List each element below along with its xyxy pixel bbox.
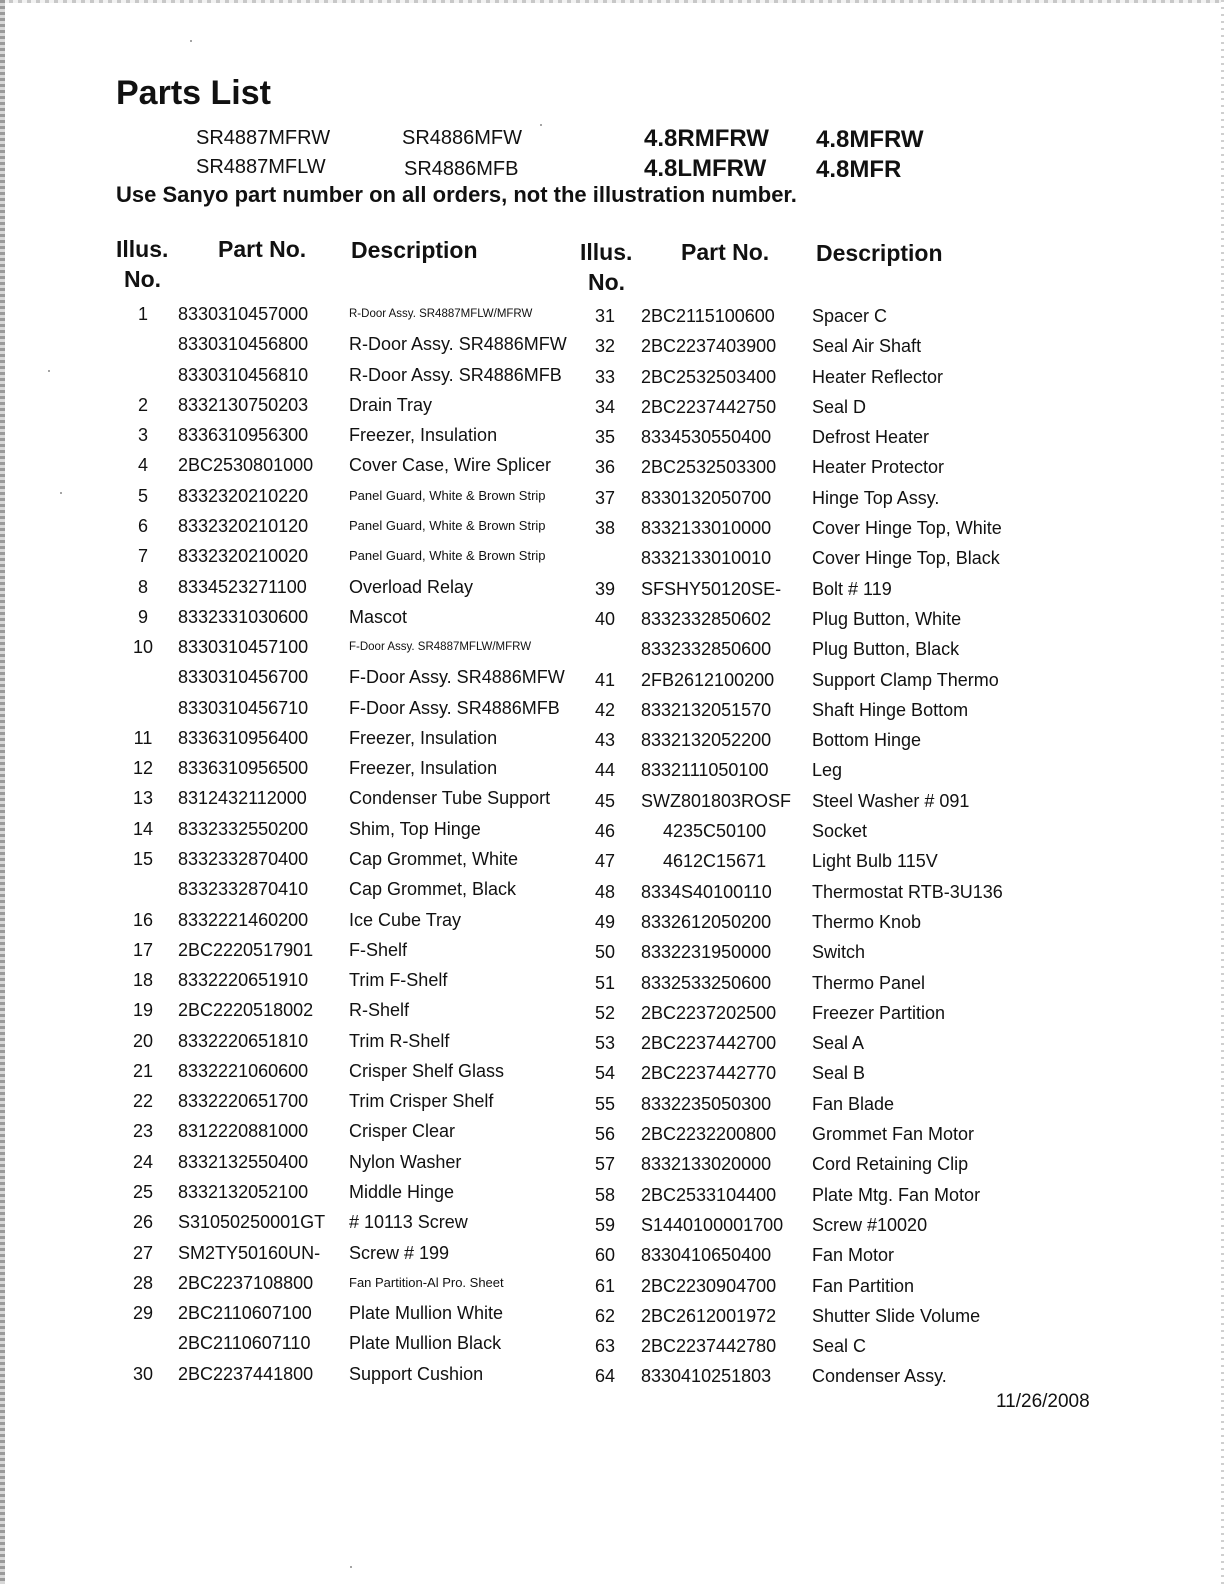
part-description: Seal Air Shaft: [812, 336, 922, 357]
part-number: 8332220651700: [178, 1091, 309, 1112]
part-number: 2BC2237442700: [641, 1033, 777, 1054]
part-number: 2BC2110607110: [178, 1333, 311, 1354]
part-number: 8330410251803: [641, 1366, 772, 1387]
illus-number: 7: [137, 546, 148, 567]
part-number: SM2TY50160UN-: [178, 1242, 321, 1263]
part-number: 2BC2532503300: [641, 457, 777, 478]
part-number: 8330310456710: [178, 697, 309, 718]
illus-number: 40: [594, 608, 616, 629]
illus-number: 31: [594, 306, 616, 326]
part-number: 8332320210220: [178, 485, 309, 506]
part-description: Thermo Panel: [812, 972, 926, 993]
illus-number: 27: [132, 1242, 154, 1263]
part-description: Screw # 199: [349, 1242, 450, 1263]
scan-edge-left: [0, 0, 5, 1584]
part-description: Nylon Washer: [349, 1151, 462, 1172]
part-description: Freezer Partition: [812, 1002, 946, 1023]
part-number: 8332132052100: [178, 1182, 309, 1203]
part-number: 4612C15671: [663, 851, 767, 872]
part-number: S31050250001GT: [178, 1212, 326, 1233]
illus-number: 28: [132, 1272, 154, 1293]
part-number: 2BC2237442780: [641, 1336, 777, 1357]
part-description: Shaft Hinge Bottom: [812, 699, 969, 720]
part-description: Cap Grommet, White: [349, 848, 519, 869]
illus-number: 8: [137, 576, 148, 597]
part-number: 2BC2533104400: [641, 1184, 777, 1205]
part-description: F-Door Assy. SR4887MFLW/MFRW: [349, 641, 532, 654]
illus-number: 2: [137, 394, 148, 415]
part-description: Support Clamp Thermo: [812, 669, 999, 690]
part-description: Socket: [812, 821, 868, 842]
part-description: Cover Hinge Top, White: [812, 518, 1002, 539]
scan-edge-top: [0, 0, 1224, 3]
part-description: Heater Protector: [812, 457, 945, 478]
part-description: Condenser Tube Support: [349, 788, 551, 809]
part-number: 8330410650400: [641, 1245, 772, 1266]
part-description: # 10113 Screw: [349, 1212, 468, 1233]
part-description: R-Door Assy. SR4886MFW: [349, 334, 567, 355]
part-description: Freezer, Insulation: [349, 758, 498, 779]
illus-number: 49: [594, 911, 616, 932]
part-number: 2BC2232200800: [641, 1124, 777, 1145]
part-number: 8332132052200: [641, 730, 772, 751]
illus-number: 59: [594, 1214, 616, 1235]
part-number: 8312432112000: [178, 788, 307, 809]
illus-number: 13: [132, 788, 154, 809]
part-description: Fan Partition-Al Pro. Sheet: [349, 1274, 504, 1290]
part-number: 8312220881000: [178, 1121, 309, 1142]
illus-number: 61: [594, 1275, 616, 1296]
part-description: Fan Partition: [812, 1275, 915, 1296]
illus-number: 15: [132, 848, 154, 869]
illus-number: 11: [133, 727, 153, 748]
part-number: 2BC2115100600: [641, 306, 775, 326]
part-description: Plate Mullion White: [349, 1303, 504, 1324]
illus-number: 55: [594, 1093, 616, 1114]
part-description: Trim F-Shelf: [349, 970, 448, 991]
illus-number: 36: [594, 457, 616, 478]
illus-number: 43: [594, 730, 616, 751]
part-number: 2BC2237442750: [641, 396, 777, 417]
illus-number: 21: [132, 1060, 154, 1081]
part-number: 8332320210020: [178, 546, 309, 567]
part-number: 2BC2530801000: [178, 455, 314, 476]
illus-number: 24: [132, 1151, 154, 1172]
part-description: Plate Mtg. Fan Motor: [812, 1184, 981, 1205]
part-number: 2BC2110607100: [178, 1303, 312, 1324]
part-number: 2BC2230904700: [641, 1275, 777, 1296]
part-number: 8332235050300: [641, 1093, 772, 1114]
illus-number: 41: [594, 669, 616, 690]
illus-number: 60: [594, 1245, 616, 1266]
part-description: Leg: [812, 760, 843, 781]
part-number: SWZ801803ROSF: [641, 790, 792, 811]
part-number: 8330310456810: [178, 364, 309, 385]
illus-number: 54: [594, 1063, 616, 1084]
part-description: R-Shelf: [349, 1000, 410, 1021]
illus-number: 39: [594, 578, 616, 599]
part-description: Seal C: [812, 1336, 867, 1357]
part-number: 8332612050200: [641, 911, 772, 932]
illus-number: 53: [594, 1033, 616, 1054]
scan-speck: [190, 40, 192, 42]
part-description: Switch: [812, 942, 866, 963]
illus-number: 9: [137, 606, 148, 627]
model-number: SR4887MFRW: [196, 127, 331, 149]
illus-number: 17: [132, 939, 154, 960]
part-description: Condenser Assy.: [812, 1366, 947, 1387]
part-number: 8332221060600: [178, 1060, 309, 1081]
part-description: Thermostat RTB-3U136: [812, 881, 1003, 902]
part-number: 2BC2237442770: [641, 1063, 777, 1084]
illus-number: 12: [132, 758, 154, 779]
part-description: Cap Grommet, Black: [349, 879, 517, 900]
model-number: SR4886MFB: [404, 158, 519, 180]
illus-number: 30: [132, 1363, 154, 1384]
part-description: Grommet Fan Motor: [812, 1124, 975, 1145]
illus-number: 33: [594, 366, 616, 387]
header-no: No.: [124, 266, 162, 292]
part-description: Plug Button, Black: [812, 639, 960, 660]
part-description: Defrost Heater: [812, 427, 930, 448]
model-number: 4.8LMFRW: [644, 155, 767, 182]
part-number: 2BC2220517901: [178, 939, 314, 960]
illus-number: 63: [594, 1336, 616, 1357]
scan-speck: [540, 124, 542, 126]
part-description: Mascot: [349, 606, 408, 627]
illus-number: 10: [132, 637, 154, 658]
order-notice: Use Sanyo part number on all orders, not the illustration number.: [116, 182, 797, 207]
header-no: No.: [588, 269, 626, 295]
part-number: 8330310457100: [178, 637, 309, 658]
part-number: 2BC2237403900: [641, 336, 777, 357]
part-number: 8332133020000: [641, 1154, 772, 1175]
illus-number: 56: [594, 1124, 616, 1145]
part-number: 2BC2220518002: [178, 1000, 314, 1021]
part-description: F-Door Assy. SR4886MFW: [349, 667, 565, 688]
part-description: Seal B: [812, 1063, 866, 1084]
illus-number: 1: [137, 304, 148, 324]
part-description: Fan Motor: [812, 1245, 895, 1266]
model-number: 4.8RMFRW: [644, 125, 769, 152]
illus-number: 4: [137, 455, 148, 476]
part-number: 2BC2237202500: [641, 1002, 777, 1023]
part-number: S1440100001700: [641, 1214, 784, 1235]
part-number: 8330132050700: [641, 487, 772, 508]
part-number: 8332220651810: [178, 1030, 309, 1051]
illus-number: 16: [132, 909, 154, 930]
page-title: Parts List: [116, 74, 271, 112]
part-number: 8332331030600: [178, 606, 309, 627]
illus-number: 37: [594, 487, 616, 508]
illus-number: 23: [132, 1121, 154, 1142]
illus-number: 29: [132, 1303, 154, 1324]
illus-number: 48: [594, 881, 616, 902]
part-description: F-Shelf: [349, 939, 408, 960]
part-number: 8334S40100110: [641, 881, 772, 902]
part-description: Ice Cube Tray: [349, 909, 462, 930]
part-description: Fan Blade: [812, 1093, 895, 1114]
illus-number: 34: [594, 396, 616, 417]
part-number: 2BC2532503400: [641, 366, 777, 387]
part-description: R-Door Assy. SR4886MFB: [349, 364, 562, 385]
part-number: 8330310456800: [178, 334, 309, 355]
document-date: 11/26/2008: [996, 1391, 1090, 1412]
illus-number: 42: [594, 699, 616, 720]
part-description: Support Cushion: [349, 1363, 484, 1384]
model-number: SR4886MFW: [402, 127, 523, 149]
part-description: Cord Retaining Clip: [812, 1154, 969, 1175]
illus-number: 6: [137, 515, 148, 536]
illus-number: 5: [137, 485, 148, 506]
illus-number: 45: [594, 790, 616, 811]
illus-number: 51: [594, 972, 616, 993]
part-description: Thermo Knob: [812, 911, 922, 932]
part-number: 8334523271100: [178, 576, 307, 597]
part-description: Hinge Top Assy.: [812, 487, 940, 508]
model-number: SR4887MFLW: [196, 156, 326, 178]
part-number: 2BC2612001972: [641, 1305, 777, 1326]
part-number: 8332332850600: [641, 639, 772, 660]
header-illus: Illus.: [116, 236, 169, 262]
part-description: Spacer C: [812, 306, 888, 326]
illus-number: 26: [132, 1212, 154, 1233]
part-description: Middle Hinge: [349, 1182, 455, 1203]
part-description: Drain Tray: [349, 394, 433, 415]
part-description: Freezer, Insulation: [349, 425, 498, 446]
part-description: R-Door Assy. SR4887MFLW/MFRW: [349, 308, 533, 320]
part-number: 2BC2237441800: [178, 1363, 314, 1384]
part-number: 8332132051570: [641, 699, 772, 720]
illus-number: 58: [594, 1184, 616, 1205]
part-number: 8332133010000: [641, 518, 772, 539]
illus-number: 3: [137, 425, 148, 446]
illus-number: 64: [594, 1366, 616, 1387]
part-description: Freezer, Insulation: [349, 727, 498, 748]
part-description: Plate Mullion Black: [349, 1333, 502, 1354]
part-description: Screw #10020: [812, 1214, 928, 1235]
part-number: 8332132550400: [178, 1151, 309, 1172]
illus-number: 44: [594, 760, 616, 781]
illus-number: 50: [594, 942, 616, 963]
illus-number: 22: [132, 1091, 154, 1112]
part-description: F-Door Assy. SR4886MFB: [349, 697, 560, 718]
part-description: Panel Guard, White & Brown Strip: [349, 548, 546, 564]
part-description: Light Bulb 115V: [812, 851, 938, 872]
part-number: 8334530550400: [641, 427, 772, 448]
part-number: 8330310457000: [178, 304, 309, 324]
part-number: 2FB2612100200: [641, 669, 775, 690]
part-number: 8332220651910: [178, 970, 309, 991]
part-description: Shim, Top Hinge: [349, 818, 481, 839]
part-description: Plug Button, White: [812, 608, 962, 629]
part-number: 8336310956300: [178, 425, 309, 446]
part-number: 8332133010010: [641, 548, 772, 569]
header-part-no: Part No.: [681, 239, 770, 265]
scan-speck: [350, 1566, 352, 1568]
part-number: 8332111050100: [641, 760, 769, 781]
illus-number: 47: [594, 851, 616, 872]
illus-number: 20: [132, 1030, 154, 1051]
part-description: Seal D: [812, 396, 867, 417]
illus-number: 19: [132, 1000, 154, 1021]
illus-number: 35: [594, 427, 616, 448]
illus-number: 25: [132, 1182, 154, 1203]
part-number: 4235C50100: [663, 821, 767, 842]
header-description: Description: [351, 237, 478, 263]
part-number: 8336310956400: [178, 727, 309, 748]
scan-speck: [60, 492, 62, 494]
part-description: Cover Case, Wire Splicer: [349, 455, 552, 476]
part-number: 8332320210120: [178, 515, 309, 536]
part-number: 8330310456700: [178, 667, 309, 688]
illus-number: 14: [132, 818, 154, 839]
illus-number: 46: [594, 821, 616, 842]
illus-number: 52: [594, 1002, 616, 1023]
part-number: 8332332870400: [178, 848, 309, 869]
part-number: 8332130750203: [178, 394, 309, 415]
illus-number: 57: [594, 1154, 616, 1175]
illus-number: 38: [594, 518, 616, 539]
part-number: 8332533250600: [641, 972, 772, 993]
part-description: Trim Crisper Shelf: [349, 1091, 494, 1112]
part-description: Overload Relay: [349, 576, 474, 597]
part-number: SFSHY50120SE-: [641, 578, 782, 599]
header-illus: Illus.: [580, 239, 633, 265]
part-description: Trim R-Shelf: [349, 1030, 450, 1051]
illus-number: 32: [594, 336, 616, 357]
part-number: 8336310956500: [178, 758, 309, 779]
header-part-no: Part No.: [218, 236, 307, 262]
part-number: 8332221460200: [178, 909, 309, 930]
part-description: Seal A: [812, 1033, 865, 1054]
model-number: 4.8MFR: [816, 156, 902, 183]
part-description: Crisper Shelf Glass: [349, 1060, 505, 1081]
part-description: Panel Guard, White & Brown Strip: [349, 487, 546, 503]
part-description: Steel Washer # 091: [812, 790, 970, 811]
part-description: Panel Guard, White & Brown Strip: [349, 517, 546, 533]
model-number: 4.8MFRW: [816, 126, 924, 153]
illus-number: 18: [132, 970, 154, 991]
scan-speck: [48, 370, 50, 372]
part-number: 8332231950000: [641, 942, 772, 963]
part-description: Shutter Slide Volume: [812, 1305, 981, 1326]
part-description: Bolt # 119: [812, 578, 892, 599]
part-number: 8332332550200: [178, 818, 309, 839]
part-number: 8332332870410: [178, 879, 309, 900]
illus-number: 62: [594, 1305, 616, 1326]
part-number: 8332332850602: [641, 608, 772, 629]
header-description: Description: [816, 240, 943, 266]
part-description: Crisper Clear: [349, 1121, 456, 1142]
part-description: Cover Hinge Top, Black: [812, 548, 1000, 569]
part-description: Heater Reflector: [812, 366, 944, 387]
part-number: 2BC2237108800: [178, 1272, 314, 1293]
part-description: Bottom Hinge: [812, 730, 922, 751]
